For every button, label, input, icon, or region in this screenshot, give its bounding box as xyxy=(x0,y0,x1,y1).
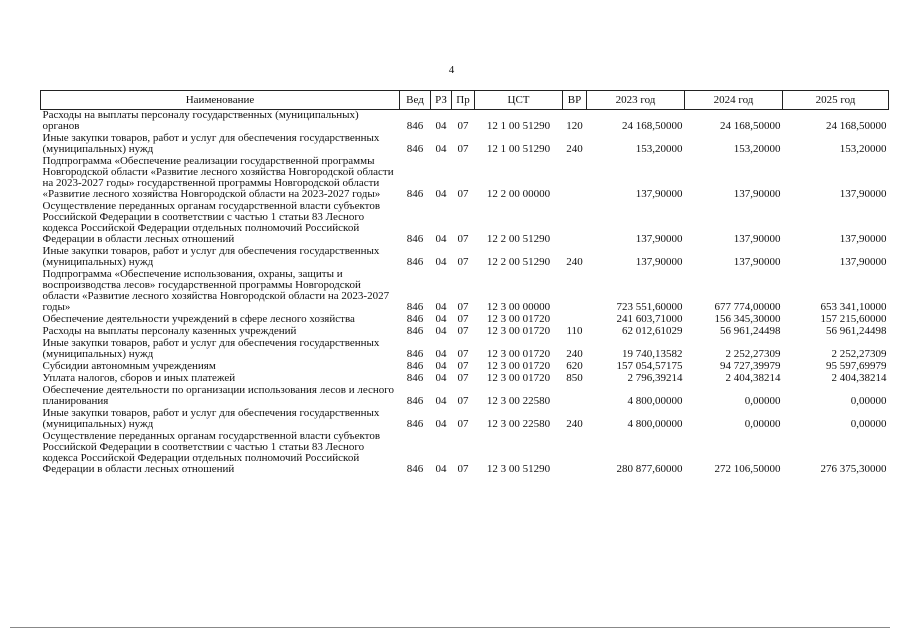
col-header-2024: 2024 год xyxy=(685,91,783,110)
cell-pr: 07 xyxy=(457,418,469,430)
cell-name: Субсидии автономным учреждениям xyxy=(42,360,216,372)
cell-value-2025: 653 341,10000 xyxy=(820,301,887,313)
cell-value-2023: 19 740,13582 xyxy=(622,348,683,360)
cell-rz: 04 xyxy=(435,188,447,200)
cell-pr: 07 xyxy=(457,372,469,384)
cell-value-2025: 2 252,27309 xyxy=(831,348,887,360)
cell-cst: 12 1 00 51290 xyxy=(486,143,551,155)
cell-pr: 07 xyxy=(457,256,469,268)
cell-rz: 04 xyxy=(435,418,447,430)
cell-value-2023: 2 796,39214 xyxy=(627,372,683,384)
cell-value-2023: 280 877,60000 xyxy=(616,463,683,475)
cell-value-2023: 24 168,50000 xyxy=(622,120,683,132)
table-row xyxy=(41,269,889,314)
cell-value-2023: 137,90000 xyxy=(635,256,683,268)
cell-value-2025: 0,00000 xyxy=(850,418,887,430)
col-header-ved: Вед xyxy=(400,91,431,110)
cell-value-2025: 56 961,24498 xyxy=(826,325,887,337)
cell-value-2024: 156 345,30000 xyxy=(714,313,781,325)
cell-ved: 846 xyxy=(406,188,424,200)
cell-pr: 07 xyxy=(457,120,469,132)
cell-cst: 12 3 00 51290 xyxy=(486,463,551,475)
cell-name: Обеспечение деятельности по организации использования лесов и лесного планирования xyxy=(42,384,394,407)
cell-name: Осуществление переданных органам государственной власти субъектов Российской Федерации в соответствии с частью 1 статьи 83 Лесного кодекса Российской Федерации отдельных полномочий Российской Федерации в области лесных отношений xyxy=(42,200,381,245)
cell-vr: 240 xyxy=(566,348,583,360)
cell-value-2025: 276 375,30000 xyxy=(820,463,887,475)
cell-value-2025: 24 168,50000 xyxy=(826,120,887,132)
cell-name: Расходы на выплаты персоналу государственных (муниципальных) органов xyxy=(42,109,359,132)
cell-value-2025: 2 404,38214 xyxy=(831,372,887,384)
cell-value-2023: 241 603,71000 xyxy=(616,313,683,325)
cell-vr xyxy=(563,385,587,408)
cell-ved: 846 xyxy=(406,418,424,430)
cell-rz: 04 xyxy=(435,301,447,313)
cell-value-2024: 137,90000 xyxy=(733,256,781,268)
cell-pr: 07 xyxy=(457,143,469,155)
cell-value-2023: 137,90000 xyxy=(635,233,683,245)
cell-rz: 04 xyxy=(435,325,447,337)
cell-cst: 12 3 00 01720 xyxy=(486,325,551,337)
cell-ved: 846 xyxy=(406,463,424,475)
cell-ved: 846 xyxy=(406,233,424,245)
cell-rz: 04 xyxy=(435,395,447,407)
cell-value-2023: 62 012,61029 xyxy=(622,325,683,337)
table-row xyxy=(41,133,889,156)
cell-name: Иные закупки товаров, работ и услуг для обеспечения государственных (муниципальных) нужд xyxy=(42,407,380,430)
table-row xyxy=(41,431,889,476)
cell-ved: 846 xyxy=(406,313,424,325)
col-header-pr: Пр xyxy=(452,91,475,110)
cell-vr xyxy=(563,156,587,201)
cell-value-2024: 2 252,27309 xyxy=(725,348,781,360)
cell-ved: 846 xyxy=(406,143,424,155)
cell-cst: 12 2 00 51290 xyxy=(486,256,551,268)
cell-value-2025: 137,90000 xyxy=(839,233,887,245)
cell-pr: 07 xyxy=(457,233,469,245)
cell-cst: 12 1 00 51290 xyxy=(486,120,551,132)
cell-cst: 12 3 00 22580 xyxy=(486,395,551,407)
cell-value-2025: 137,90000 xyxy=(839,188,887,200)
cell-value-2024: 0,00000 xyxy=(744,418,781,430)
col-header-rz: РЗ xyxy=(431,91,452,110)
cell-value-2024: 272 106,50000 xyxy=(714,463,781,475)
cell-value-2024: 153,20000 xyxy=(733,143,781,155)
cell-vr: 240 xyxy=(566,418,583,430)
table-header-row xyxy=(41,91,889,110)
cell-cst: 12 2 00 00000 xyxy=(486,188,551,200)
cell-rz: 04 xyxy=(435,360,447,372)
bottom-rule xyxy=(10,627,890,628)
cell-value-2023: 137,90000 xyxy=(635,188,683,200)
cell-rz: 04 xyxy=(435,348,447,360)
cell-value-2023: 723 551,60000 xyxy=(616,301,683,313)
cell-ved: 846 xyxy=(406,372,424,384)
table-row xyxy=(41,246,889,269)
cell-value-2024: 137,90000 xyxy=(733,188,781,200)
cell-cst: 12 3 00 01720 xyxy=(486,372,551,384)
cell-pr: 07 xyxy=(457,313,469,325)
cell-pr: 07 xyxy=(457,395,469,407)
col-header-cst: ЦСТ xyxy=(475,91,563,110)
cell-value-2023: 157 054,57175 xyxy=(616,360,683,372)
cell-name: Подпрограмма «Обеспечение реализации государственной программы Новгородской области «Развитие лесного хозяйства Новгородской области на 2023-2027 годы» государственной программы Новгородской области «Развитие лесного хозяйства Новгородской области на 2023-2027 годы» xyxy=(42,155,394,200)
col-header-2025: 2025 год xyxy=(783,91,889,110)
cell-vr: 120 xyxy=(566,120,583,132)
cell-vr: 240 xyxy=(566,256,583,268)
cell-vr: 850 xyxy=(566,372,583,384)
cell-value-2023: 4 800,00000 xyxy=(627,395,683,407)
cell-ved: 846 xyxy=(406,256,424,268)
table-row xyxy=(41,156,889,201)
cell-pr: 07 xyxy=(457,188,469,200)
cell-name: Уплата налогов, сборов и иных платежей xyxy=(42,372,236,384)
cell-value-2024: 137,90000 xyxy=(733,233,781,245)
cell-rz: 04 xyxy=(435,233,447,245)
table-row xyxy=(41,338,889,361)
cell-value-2025: 137,90000 xyxy=(839,256,887,268)
cell-ved: 846 xyxy=(406,325,424,337)
page-number: 4 xyxy=(448,64,455,76)
cell-name: Расходы на выплаты персоналу казенных учреждений xyxy=(42,325,297,337)
cell-value-2024: 2 404,38214 xyxy=(725,372,781,384)
cell-cst: 12 3 00 22580 xyxy=(486,418,551,430)
cell-value-2024: 677 774,00000 xyxy=(714,301,781,313)
table-row xyxy=(41,385,889,408)
cell-cst: 12 3 00 00000 xyxy=(486,301,551,313)
cell-value-2025: 95 597,69979 xyxy=(826,360,887,372)
cell-name: Иные закупки товаров, работ и услуг для обеспечения государственных (муниципальных) нужд xyxy=(42,245,380,268)
cell-name: Подпрограмма «Обеспечение использования, охраны, защиты и воспроизводства лесов» государственной программы Новгородской области «Развитие лесного хозяйства Новгородской области на 2023-2027 годы» xyxy=(42,268,390,313)
cell-ved: 846 xyxy=(406,395,424,407)
cell-pr: 07 xyxy=(457,325,469,337)
cell-value-2025: 153,20000 xyxy=(839,143,887,155)
cell-vr: 240 xyxy=(566,143,583,155)
col-header-name: Наименование xyxy=(41,91,400,110)
cell-rz: 04 xyxy=(435,313,447,325)
cell-value-2024: 94 727,39979 xyxy=(720,360,781,372)
budget-table xyxy=(40,90,889,476)
cell-pr: 07 xyxy=(457,348,469,360)
col-header-2023: 2023 год xyxy=(587,91,685,110)
cell-name: Иные закупки товаров, работ и услуг для обеспечения государственных (муниципальных) нужд xyxy=(42,337,380,360)
cell-name: Обеспечение деятельности учреждений в сфере лесного хозяйства xyxy=(42,313,355,325)
cell-value-2023: 4 800,00000 xyxy=(627,418,683,430)
cell-value-2025: 157 215,60000 xyxy=(820,313,887,325)
cell-cst: 12 2 00 51290 xyxy=(486,233,551,245)
cell-pr: 07 xyxy=(457,463,469,475)
cell-value-2024: 0,00000 xyxy=(744,395,781,407)
table-row xyxy=(41,110,889,134)
cell-value-2024: 56 961,24498 xyxy=(720,325,781,337)
table-row xyxy=(41,201,889,246)
cell-pr: 07 xyxy=(457,360,469,372)
cell-value-2025: 0,00000 xyxy=(850,395,887,407)
cell-name: Осуществление переданных органам государственной власти субъектов Российской Федерации в соответствии с частью 1 статьи 83 Лесного кодекса Российской Федерации отдельных полномочий Российской Федерации в области лесных отношений xyxy=(42,430,381,475)
cell-vr: 620 xyxy=(566,360,583,372)
cell-rz: 04 xyxy=(435,256,447,268)
cell-value-2024: 24 168,50000 xyxy=(720,120,781,132)
cell-vr xyxy=(563,431,587,476)
table-row xyxy=(41,408,889,431)
cell-ved: 846 xyxy=(406,301,424,313)
cell-ved: 846 xyxy=(406,348,424,360)
cell-ved: 846 xyxy=(406,120,424,132)
cell-rz: 04 xyxy=(435,372,447,384)
col-header-vr: ВР xyxy=(563,91,587,110)
cell-rz: 04 xyxy=(435,120,447,132)
cell-vr xyxy=(563,269,587,314)
cell-ved: 846 xyxy=(406,360,424,372)
cell-name: Иные закупки товаров, работ и услуг для обеспечения государственных (муниципальных) нужд xyxy=(42,132,380,155)
cell-rz: 04 xyxy=(435,143,447,155)
cell-rz: 04 xyxy=(435,463,447,475)
cell-cst: 12 3 00 01720 xyxy=(486,348,551,360)
cell-value-2023: 153,20000 xyxy=(635,143,683,155)
cell-vr: 110 xyxy=(566,325,583,337)
cell-pr: 07 xyxy=(457,301,469,313)
cell-cst: 12 3 00 01720 xyxy=(486,360,551,372)
cell-cst: 12 3 00 01720 xyxy=(486,313,551,325)
cell-vr xyxy=(563,201,587,246)
